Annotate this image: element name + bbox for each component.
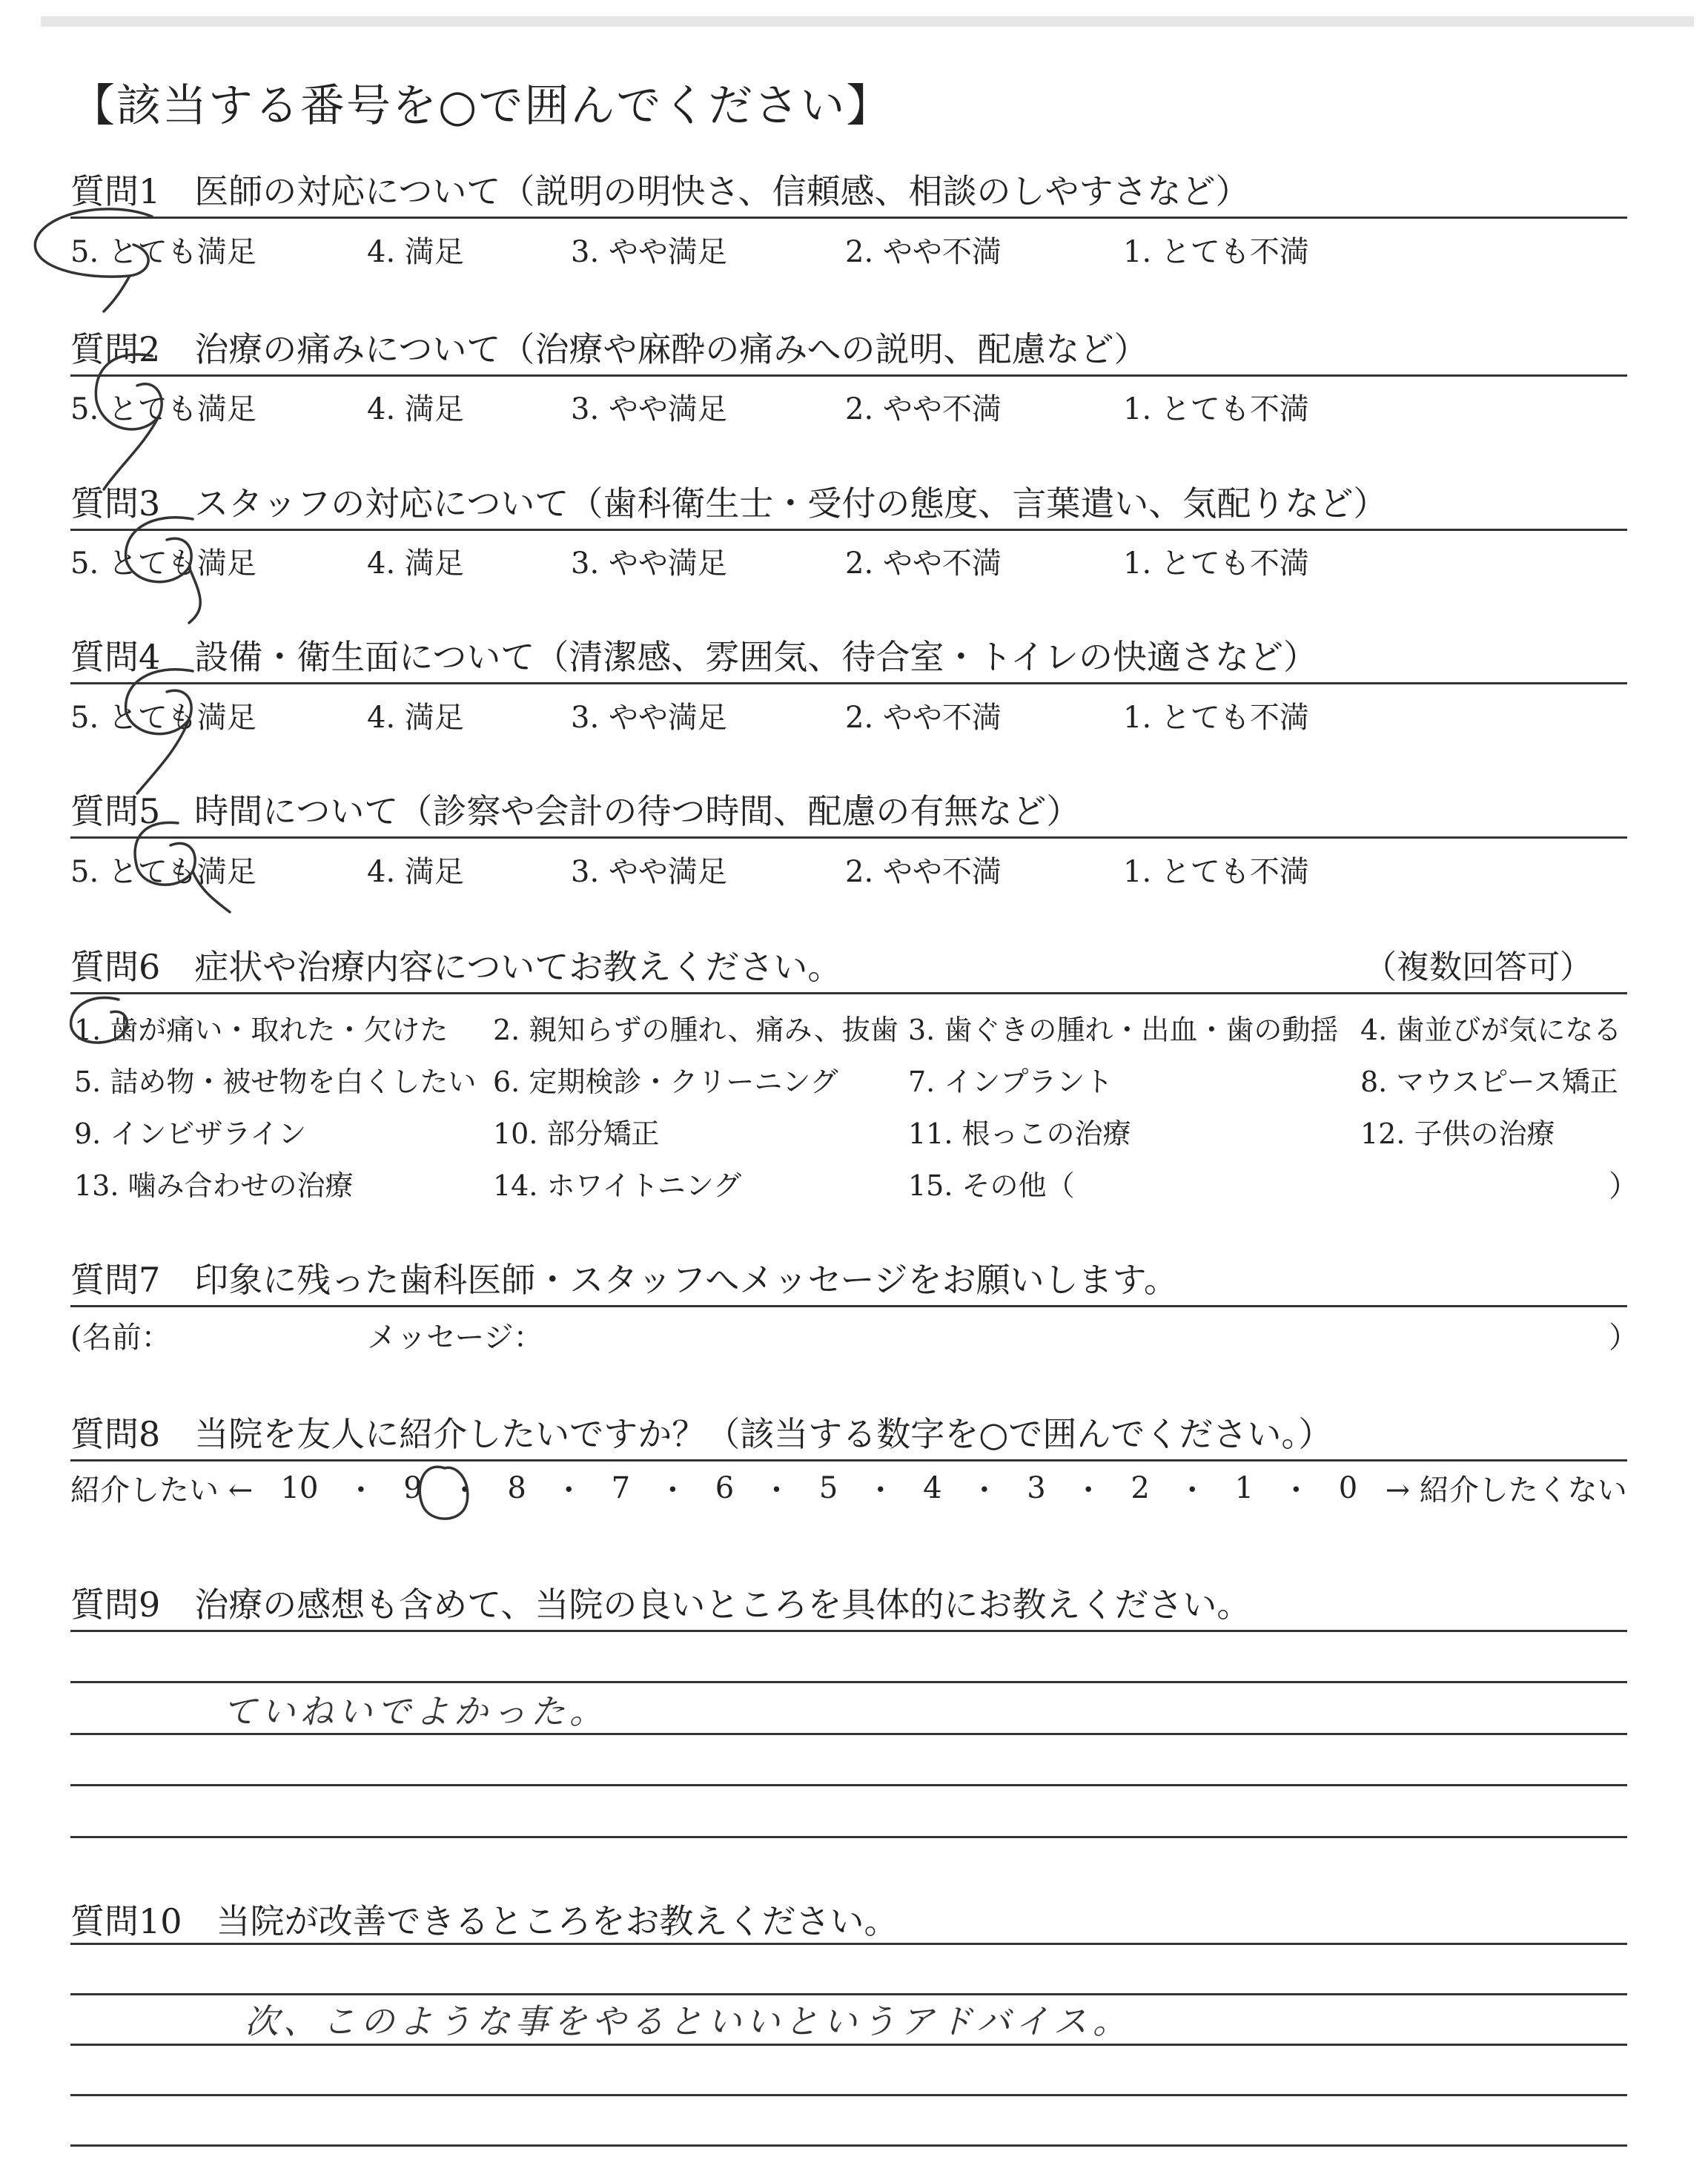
q8-score-9[interactable]: 9 xyxy=(403,1470,423,1505)
q4-option-4[interactable]: 4. 満足 xyxy=(367,701,464,735)
page-title: 【該当する番号を○で囲んでください】 xyxy=(70,80,893,132)
q2-option-5[interactable]: 5. とても満足 xyxy=(70,392,256,426)
q3-option-5[interactable]: 5. とても満足 xyxy=(70,546,256,581)
q6-item-15[interactable]: 15. その他（ xyxy=(908,1169,1075,1202)
question-7-title: 質問7 印象に残った歯科医師・スタッフへメッセージをお願いします。 xyxy=(70,1260,1178,1300)
question-1-title: 質問1 医師の対応について（説明の明快さ、信頼感、相談のしやすさなど） xyxy=(70,171,1250,211)
q8-score-7[interactable]: 7 xyxy=(611,1470,631,1505)
q2-option-2[interactable]: 2. やや不満 xyxy=(845,392,1002,426)
q6-item-12[interactable]: 12. 子供の治療 xyxy=(1360,1117,1555,1150)
q3-option-4[interactable]: 4. 満足 xyxy=(367,546,464,581)
q6-item-6[interactable]: 6. 定期検診・クリーニング xyxy=(493,1066,838,1098)
q6-item-2[interactable]: 2. 親知らずの腫れ、痛み、抜歯 xyxy=(493,1014,898,1046)
scan-top-edge xyxy=(41,16,1694,27)
q6-item-1[interactable]: 1. 歯が痛い・取れた・欠けた xyxy=(74,1014,448,1046)
q6-item-4[interactable]: 4. 歯並びが気になる xyxy=(1360,1014,1622,1046)
question-5-title: 質問5 時間について（診察や会計の待つ時間、配慮の有無など） xyxy=(70,791,1081,831)
q8-score-5[interactable]: 5 xyxy=(818,1470,838,1505)
q9-line-4 xyxy=(70,1784,1627,1786)
q6-item-3[interactable]: 3. 歯ぐきの腫れ・出血・歯の動揺 xyxy=(908,1014,1339,1046)
q3-option-2[interactable]: 2. やや不満 xyxy=(845,546,1002,581)
q1-option-5[interactable]: 5. とても満足 xyxy=(70,235,256,269)
q9-line-2 xyxy=(70,1681,1627,1683)
q8-dot: ・ xyxy=(865,1473,896,1507)
q7-close-paren: ） xyxy=(1609,1321,1638,1355)
q7-message-label: メッセージ： xyxy=(367,1321,543,1355)
q8-dot: ・ xyxy=(450,1473,480,1507)
question-4-rule xyxy=(70,682,1627,684)
q8-dot: ・ xyxy=(969,1473,999,1507)
question-7-rule xyxy=(70,1305,1627,1307)
q6-item-11[interactable]: 11. 根っこの治療 xyxy=(908,1117,1131,1150)
q10-line-4 xyxy=(70,2094,1627,2096)
q8-score-0[interactable]: 0 xyxy=(1338,1470,1358,1505)
q8-dot: ・ xyxy=(1281,1473,1311,1507)
q9-line-5 xyxy=(70,1836,1627,1838)
question-10-title: 質問10 当院が改善できるところをお教えください。 xyxy=(70,1901,898,1941)
q4-option-3[interactable]: 3. やや満足 xyxy=(571,701,727,735)
q9-handwritten-answer: ていねいでよかった。 xyxy=(222,1691,608,1731)
q8-dot: ・ xyxy=(1073,1473,1104,1507)
question-9-title: 質問9 治療の感想も含めて、当院の良いところを具体的にお教えください。 xyxy=(70,1585,1251,1625)
q6-item-7[interactable]: 7. インプラント xyxy=(908,1066,1113,1098)
q8-dot: ・ xyxy=(658,1473,688,1507)
question-2-title: 質問2 治療の痛みについて（治療や麻酔の痛みへの説明、配慮など） xyxy=(70,329,1148,369)
question-6-title: 質問6 症状や治療内容についてお教えください。 xyxy=(70,947,842,987)
q6-item-14[interactable]: 14. ホワイトニング xyxy=(493,1169,742,1202)
q8-score-2[interactable]: 2 xyxy=(1131,1470,1150,1505)
q10-line-3 xyxy=(70,2044,1627,2046)
question-6-rule xyxy=(70,992,1627,994)
q6-item-10[interactable]: 10. 部分矯正 xyxy=(493,1117,660,1150)
q10-handwritten-answer: 次、このような事をやるといいというアドバイス。 xyxy=(245,2001,1131,2041)
q8-left-label: 紹介したい ← xyxy=(70,1473,254,1507)
q6-item-5[interactable]: 5. 詰め物・被せ物を白くしたい xyxy=(74,1066,477,1098)
q1-option-3[interactable]: 3. やや満足 xyxy=(571,235,727,269)
question-8-rule xyxy=(70,1459,1627,1462)
q8-score-10[interactable]: 10 xyxy=(280,1470,319,1505)
q7-name-label: (名前： xyxy=(70,1321,171,1355)
q6-item-13[interactable]: 13. 噛み合わせの治療 xyxy=(74,1169,354,1202)
q8-score-8[interactable]: 8 xyxy=(507,1470,526,1505)
q2-option-3[interactable]: 3. やや満足 xyxy=(571,392,727,426)
q5-option-4[interactable]: 4. 満足 xyxy=(367,855,464,889)
question-4-title: 質問4 設備・衛生面について（清潔感、雰囲気、待合室・トイレの快適さなど） xyxy=(70,637,1318,677)
q2-option-4[interactable]: 4. 満足 xyxy=(367,392,464,426)
q5-option-3[interactable]: 3. やや満足 xyxy=(571,855,727,889)
question-1-rule xyxy=(70,217,1627,219)
q6-other-close-paren: ） xyxy=(1609,1169,1638,1203)
q6-item-9[interactable]: 9. インビザライン xyxy=(74,1117,307,1150)
q1-option-2[interactable]: 2. やや不満 xyxy=(845,235,1002,269)
q9-line-1 xyxy=(70,1630,1627,1632)
q5-option-2[interactable]: 2. やや不満 xyxy=(845,855,1002,889)
q3-option-3[interactable]: 3. やや満足 xyxy=(571,546,727,581)
q8-score-4[interactable]: 4 xyxy=(923,1470,942,1505)
q5-option-5[interactable]: 5. とても満足 xyxy=(70,855,256,889)
q8-dot: ・ xyxy=(345,1473,376,1507)
question-5-rule xyxy=(70,836,1627,839)
q2-option-1[interactable]: 1. とても不満 xyxy=(1123,392,1309,426)
q8-dot: ・ xyxy=(554,1473,584,1507)
q6-item-8[interactable]: 8. マウスピース矯正 xyxy=(1360,1066,1618,1098)
q5-option-1[interactable]: 1. とても不満 xyxy=(1123,855,1309,889)
q8-recommend-scale xyxy=(70,1467,1627,1509)
q3-option-1[interactable]: 1. とても不満 xyxy=(1123,546,1309,581)
question-8-title: 質問8 当院を友人に紹介したいですか？（該当する数字を○で囲んでください。） xyxy=(70,1414,1333,1454)
q10-line-1 xyxy=(70,1943,1627,1945)
q8-score-1[interactable]: 1 xyxy=(1234,1470,1254,1505)
q8-score-6[interactable]: 6 xyxy=(715,1470,735,1505)
q1-option-4[interactable]: 4. 満足 xyxy=(367,235,464,269)
q4-option-1[interactable]: 1. とても不満 xyxy=(1123,701,1309,735)
question-2-rule xyxy=(70,374,1627,377)
q8-score-3[interactable]: 3 xyxy=(1027,1470,1046,1505)
q8-dot: ・ xyxy=(761,1473,792,1507)
q4-option-2[interactable]: 2. やや不満 xyxy=(845,701,1002,735)
question-3-title: 質問3 スタッフの対応について（歯科衛生士・受付の態度、言葉遣い、気配りなど） xyxy=(70,483,1388,524)
q8-right-label: → 紹介したくない xyxy=(1385,1473,1627,1507)
q4-option-5[interactable]: 5. とても満足 xyxy=(70,701,256,735)
q1-connector-stroke xyxy=(104,276,130,311)
q8-dot: ・ xyxy=(1177,1473,1208,1507)
question-3-rule xyxy=(70,529,1627,531)
q6-multiple-answer-note: （複数回答可） xyxy=(1364,948,1592,986)
q1-option-1[interactable]: 1. とても不満 xyxy=(1123,235,1309,269)
q10-line-5 xyxy=(70,2144,1627,2147)
